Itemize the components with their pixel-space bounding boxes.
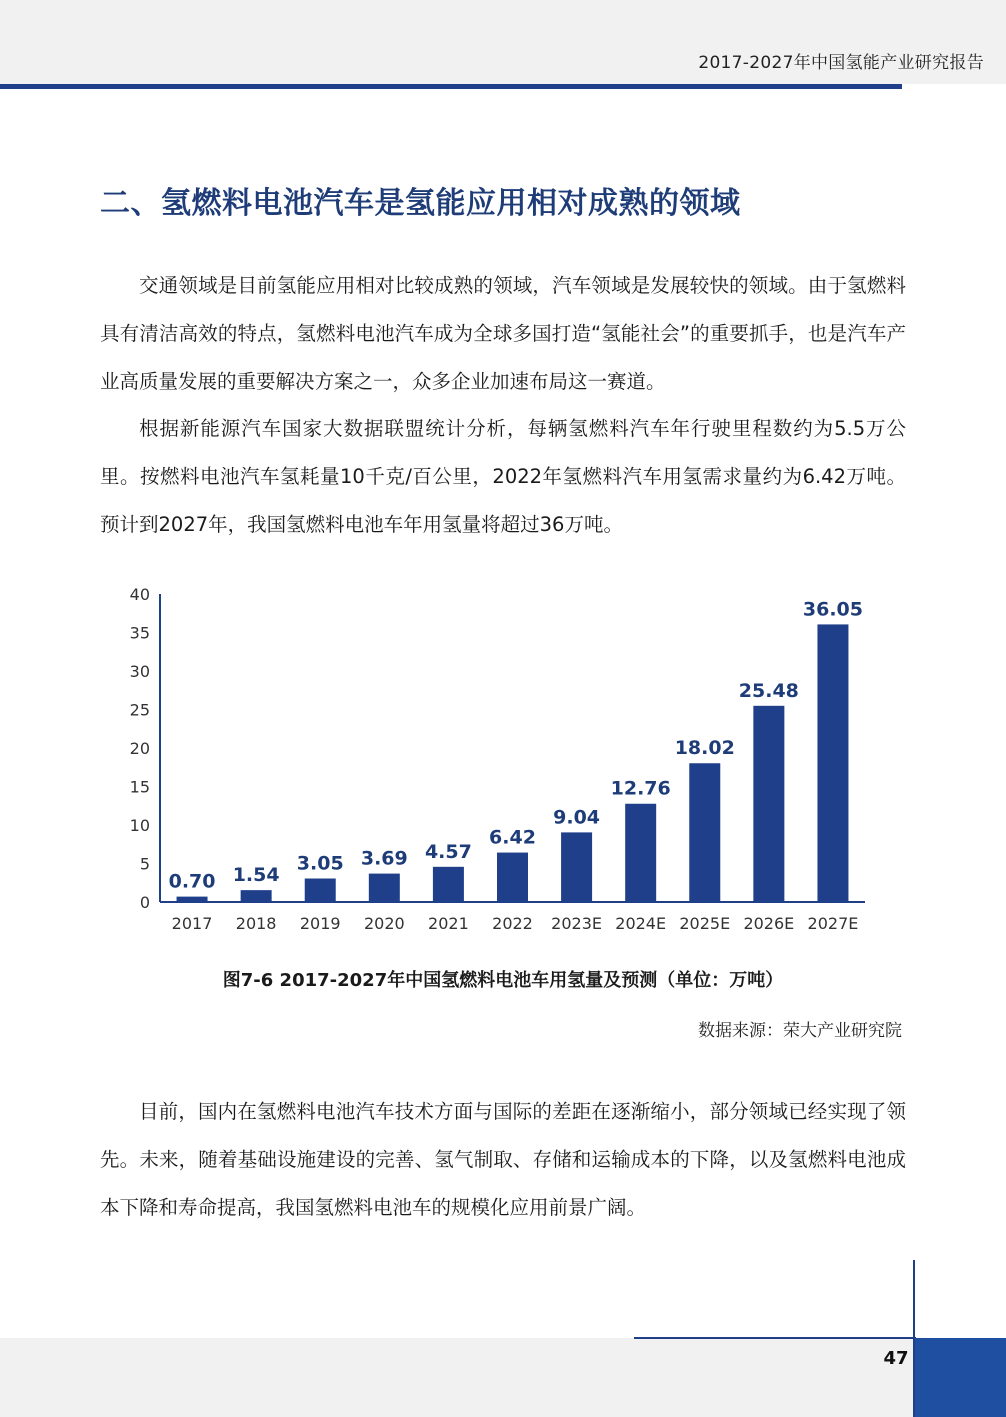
x-tick-label: 2019 bbox=[299, 914, 341, 933]
bar bbox=[177, 897, 208, 902]
bar bbox=[817, 624, 848, 902]
bar-value-label: 3.69 bbox=[360, 847, 408, 870]
bar-value-label: 9.04 bbox=[553, 806, 601, 829]
y-tick-label: 20 bbox=[129, 739, 150, 758]
paragraph-statistics: 根据新能源汽车国家大数据联盟统计分析，每辆氢燃料汽车年行驶里程数约为5.5万公里。按燃料电池汽车氢耗量10千克/百公里，2022年氢燃料汽车用氢需求量约为6.42万吨。预计到2027年，我国氢燃料电池车年用氢量将超过36万吨。 bbox=[100, 417, 906, 536]
bar bbox=[241, 890, 272, 902]
bar-value-label: 18.02 bbox=[674, 737, 735, 760]
bar-value-label: 0.70 bbox=[168, 870, 216, 893]
figure-caption: 图7-6 2017-2027年中国氢燃料电池车用氢量及预测（单位：万吨） bbox=[222, 970, 784, 991]
x-tick-label: 2024E bbox=[615, 914, 667, 933]
x-tick-label: 2026E bbox=[743, 914, 795, 933]
paragraph-outlook: 目前，国内在氢燃料电池汽车技术方面与国际的差距在逐渐缩小，部分领域已经实现了领先。未来，随着基础设施建设的完善、氢气制取、存储和运输成本的下降，以及氢燃料电池成本下降和寿命提高，我国氢燃料电池车的规模化应用前景广阔。 bbox=[100, 1100, 906, 1219]
chart-canvas bbox=[120, 580, 880, 940]
bar bbox=[369, 874, 400, 902]
y-tick-label: 5 bbox=[139, 854, 150, 874]
bar-value-label: 36.05 bbox=[802, 598, 864, 621]
footer-rule bbox=[634, 1337, 916, 1339]
x-tick-label: 2021 bbox=[428, 914, 469, 933]
x-tick-label: 2022 bbox=[492, 914, 533, 933]
y-tick-label: 10 bbox=[129, 816, 150, 835]
x-tick-label: 2018 bbox=[235, 914, 277, 933]
bar bbox=[689, 763, 720, 902]
bar-value-label: 3.05 bbox=[296, 852, 344, 875]
x-tick-label: 2027E bbox=[807, 914, 859, 933]
bar bbox=[305, 879, 336, 902]
bar-value-label: 6.42 bbox=[489, 826, 536, 849]
bar bbox=[561, 832, 592, 902]
section-title: 二、氢燃料电池汽车是氢能应用相对成熟的领域 bbox=[100, 186, 741, 221]
y-tick-label: 35 bbox=[129, 623, 150, 643]
paragraph-intro: 交通领域是目前氢能应用相对比较成熟的领域，汽车领域是发展较快的领域。由于氢燃料具有清洁高效的特点，氢燃料电池汽车成为全球多国打造“氢能社会”的重要抓手，也是汽车产业高质量发展的重要解决方案之一，众多企业加速布局这一赛道。 bbox=[100, 274, 906, 393]
x-tick-label: 2020 bbox=[363, 914, 405, 933]
report-title: 2017-2027年中国氢能产业研究报告 bbox=[698, 53, 984, 73]
hydrogen-usage-bar-chart bbox=[120, 580, 880, 940]
y-tick-label: 30 bbox=[129, 662, 150, 681]
footer-accent-block bbox=[915, 1338, 1006, 1417]
y-tick-label: 0 bbox=[139, 893, 150, 912]
y-tick-label: 40 bbox=[129, 585, 150, 604]
y-tick-label: 25 bbox=[129, 700, 150, 720]
x-tick-label: 2025E bbox=[679, 914, 731, 933]
data-source: 数据来源：荣大产业研究院 bbox=[698, 1021, 902, 1041]
bar-value-label: 4.57 bbox=[424, 840, 472, 863]
x-tick-label: 2017 bbox=[171, 914, 213, 933]
bar-value-label: 1.54 bbox=[232, 864, 280, 887]
x-tick-label: 2023E bbox=[551, 914, 603, 933]
bar bbox=[433, 867, 464, 902]
header-rule bbox=[0, 84, 902, 89]
bar bbox=[497, 853, 528, 902]
y-tick-label: 15 bbox=[129, 777, 150, 797]
bar-value-label: 25.48 bbox=[738, 679, 799, 702]
footer-band bbox=[0, 1338, 1006, 1417]
page-number: 47 bbox=[883, 1348, 909, 1369]
bar bbox=[625, 804, 656, 902]
bar bbox=[753, 706, 784, 902]
bar-value-label: 12.76 bbox=[610, 777, 671, 800]
